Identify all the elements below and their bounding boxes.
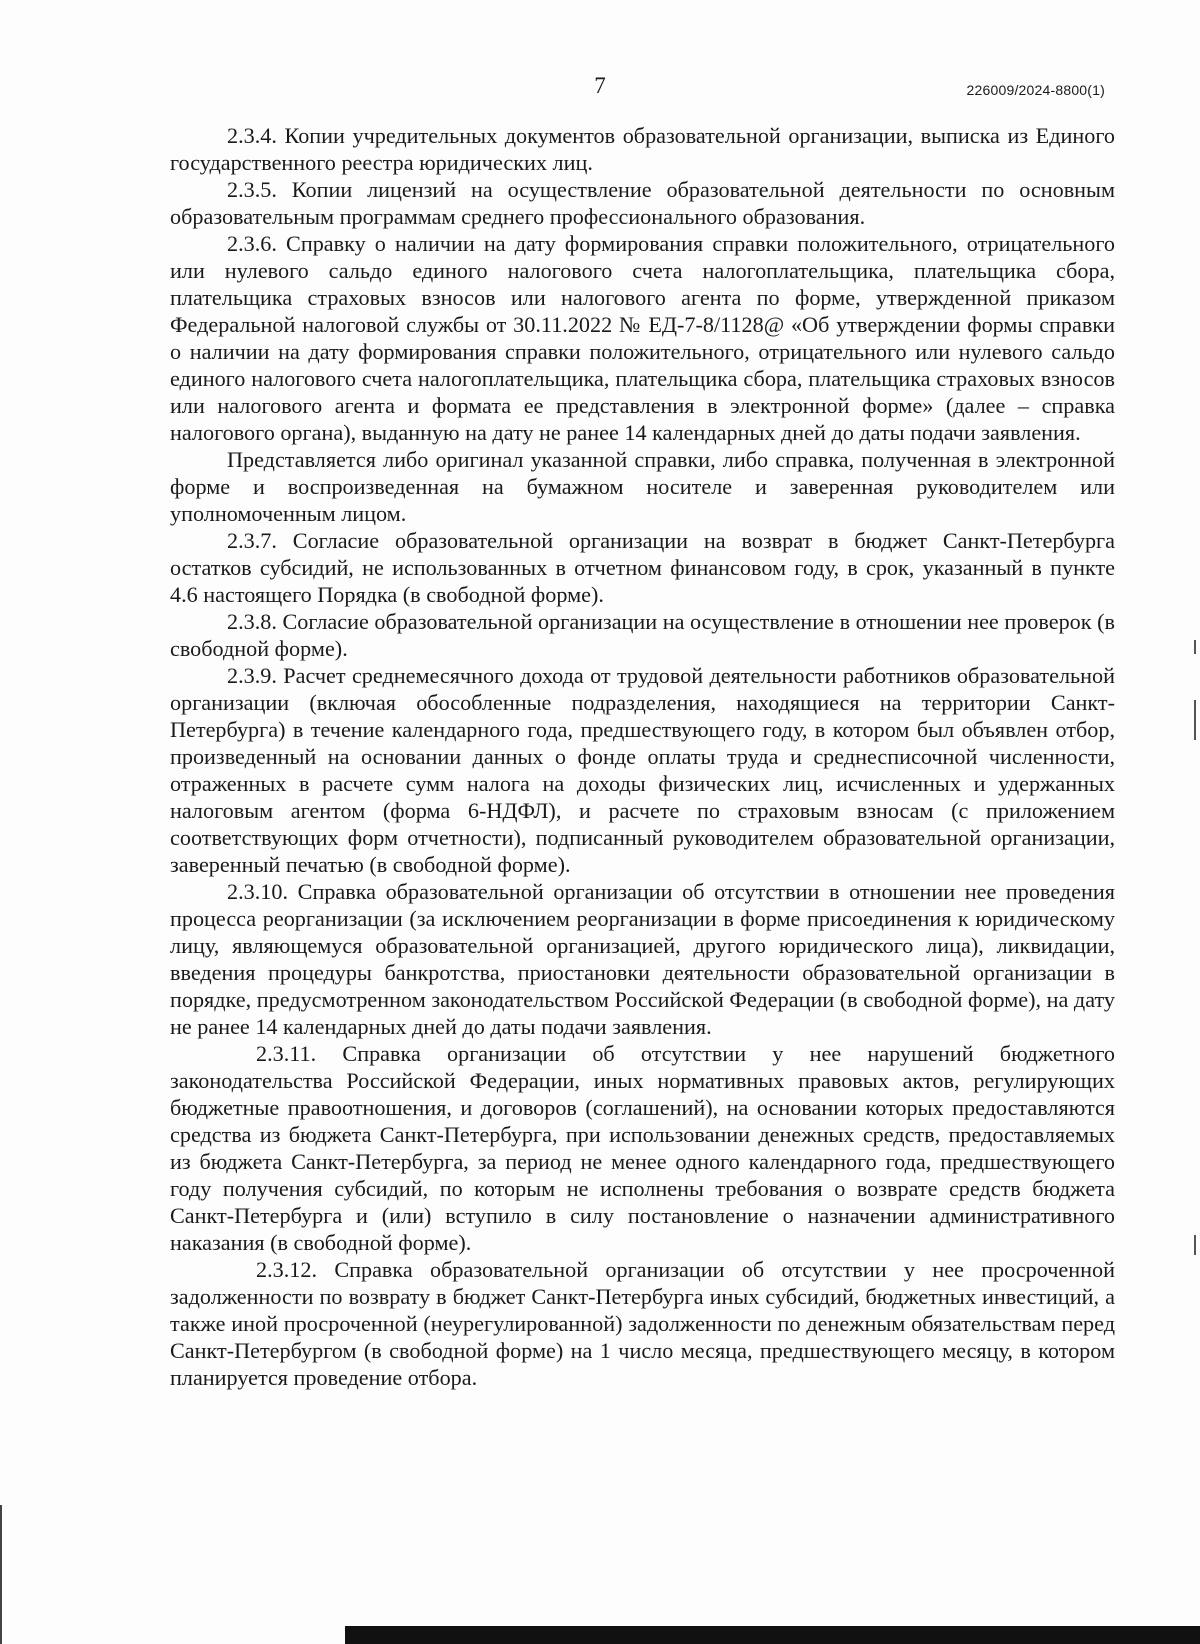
scan-edge-left [0, 1505, 2, 1644]
page-number: 7 [594, 73, 606, 98]
paragraph-2-3-6: 2.3.6. Справку о наличии на дату формирования справки положительного, отрицательного или нулевого сальдо единого налогового счета налогоплательщика, плательщика сбора, плательщика страховых взносов или налогового агента по форме, утвержденной приказом Федеральной налоговой службы от 30.11.2022 № ЕД-7-8/1128@ «Об утверждении формы справки о наличии на дату формирования справки положительного, отрицательного или нулевого сальдо единого налогового счета налогоплательщика, плательщика сбора, плательщика страховых взносов или налогового агента и формата ее представления в электронной форме» (далее – справка налогового органа), выданную на дату не ранее 14 календарных дней до даты подачи заявления. [170, 231, 1115, 445]
paragraph-2-3-4: 2.3.4. Копии учредительных документов образовательной организации, выписка из Единого государственного реестра юридических лиц. [170, 123, 1115, 175]
document-body [170, 122, 1115, 1391]
paragraph-2-3-7: 2.3.7. Согласие образовательной организации на возврат в бюджет Санкт-Петербурга остатков субсидий, не использованных в отчетном финансовом году, в срок, указанный в пункте 4.6 настоящего Порядка (в свободной форме). [170, 528, 1115, 607]
scan-speck [1194, 700, 1196, 740]
paragraph-2-3-10: 2.3.10. Справка образовательной организации об отсутствии в отношении нее проведения процесса реорганизации (за исключением реорганизации в форме присоединения к юридическому лицу, являющемуся образовательной организацией, другого юридического лица), ликвидации, введения процедуры банкротства, приостановки деятельности образовательной организации в порядке, предусмотренном законодательством Российской Федерации (в свободной форме), на дату не ранее 14 календарных дней до даты подачи заявления. [170, 879, 1115, 1039]
paragraph-2-3-12: 2.3.12. Справка образовательной организации об отсутствии у нее просроченной задолженности по возврату в бюджет Санкт-Петербурга иных субсидий, бюджетных инвестиций, а также иной просроченной (неурегулированной) задолженности по денежным обязательствам перед Санкт-Петербургом (в свободной форме) на 1 число месяца, предшествующего месяцу, в котором планируется проведение отбора. [170, 1257, 1115, 1390]
scan-speck [1194, 640, 1196, 654]
paragraph-2-3-11: 2.3.11. Справка организации об отсутствии у нее нарушений бюджетного законодательства Российской Федерации, иных нормативных правовых актов, регулирующих бюджетные правоотношения, и договоров (соглашений), на основании которых предоставляются средства из бюджета Санкт-Петербурга, при использовании денежных средств, предоставляемых из бюджета Санкт-Петербурга, за период не менее одного календарного года, предшествующего году получения субсидий, по которым не исполнены требования о возврате средств бюджета Санкт-Петербурга и (или) вступило в силу постановление о назначении административного наказания (в свободной форме). [170, 1041, 1115, 1255]
paragraph-2-3-8: 2.3.8. Согласие образовательной организации на осуществление в отношении нее проверок (в свободной форме). [170, 609, 1115, 661]
paragraph-2-3-9: 2.3.9. Расчет среднемесячного дохода от трудовой деятельности работников образовательной организации (включая обособленные подразделения, находящиеся на территории Санкт-Петербурга) в течение календарного года, предшествующего году, в котором был объявлен отбор, произведенный на основании данных о фонде оплаты труда и среднесписочной численности, отраженных в расчете сумм налога на доходы физических лиц, исчисленных и удержанных налоговым агентом (форма 6-НДФЛ), и расчете по страховым взносам (с приложением соответствующих форм отчетности), подписанный руководителем образовательной организации, заверенный печатью (в свободной форме). [170, 663, 1115, 877]
document-id: 226009/2024-8800(1) [966, 82, 1105, 98]
paragraph-certificate-note: Представляется либо оригинал указанной справки, либо справка, полученная в электронной форме и воспроизведенная на бумажном носителе и заверенная руководителем или уполномоченным лицом. [170, 447, 1115, 526]
scan-edge-bottom [345, 1626, 1200, 1644]
scan-speck [1194, 1235, 1196, 1255]
paragraph-2-3-5: 2.3.5. Копии лицензий на осуществление образовательной деятельности по основным образовательным программам среднего профессионального образования. [170, 177, 1115, 229]
